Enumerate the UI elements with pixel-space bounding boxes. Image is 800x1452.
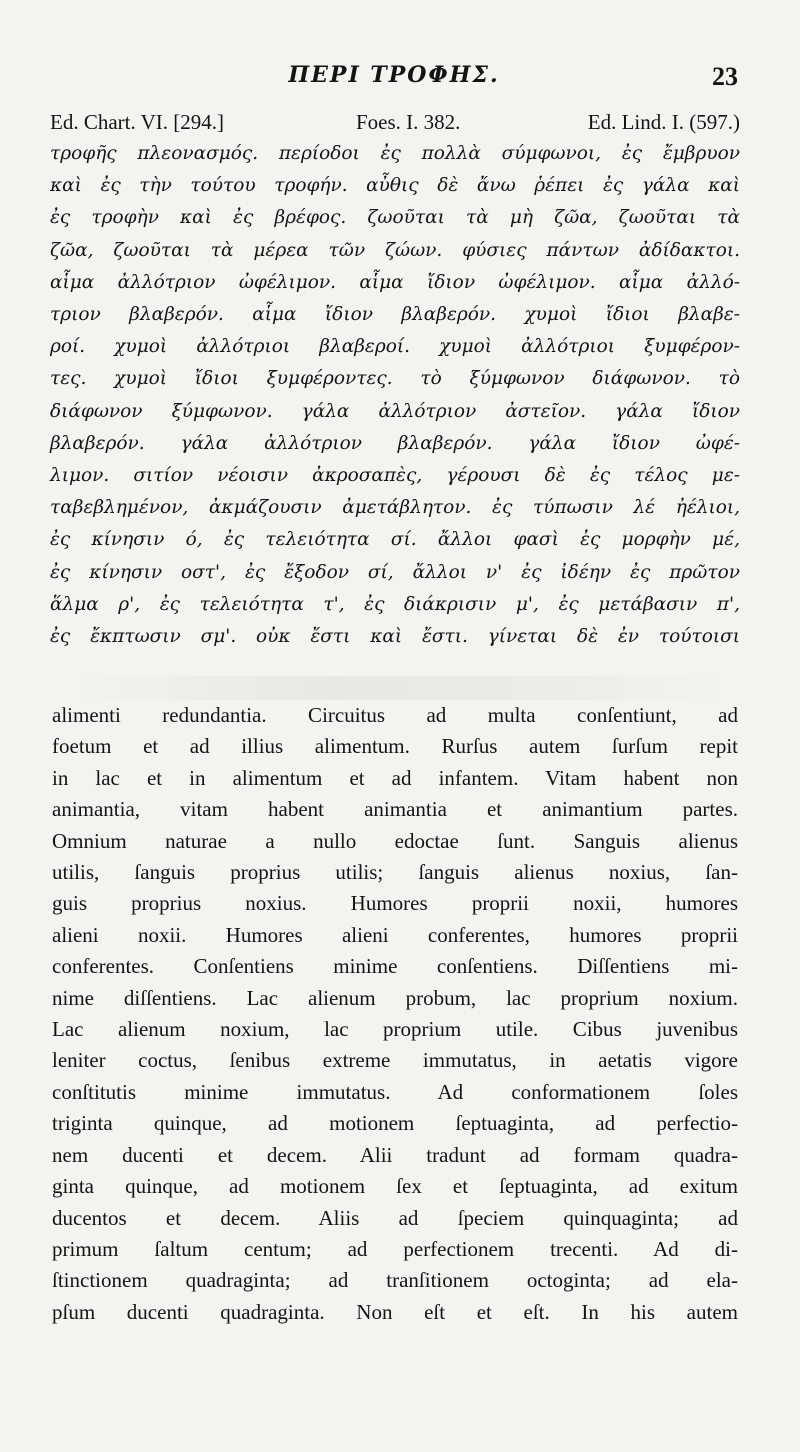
edition-foes-ref: Foes. I. 382. bbox=[356, 110, 461, 134]
latin-text-line: pſum ducenti quadraginta. Non eſt et eſt. In his autem bbox=[52, 1299, 738, 1324]
latin-text-line: guis proprius noxius. Humores proprii noxii, humores bbox=[52, 891, 738, 916]
latin-text bbox=[52, 700, 738, 1328]
greek-text-line: βλαβερόν. γάλα ἀλλότριον βλαβερόν. γάλα ἴδιον ὠφέ- bbox=[50, 432, 740, 454]
latin-text-line: nem ducenti et decem. Alii tradunt ad formam quadra- bbox=[52, 1142, 738, 1167]
edition-lind-ref: Ed. Lind. I. (597.) bbox=[587, 110, 740, 134]
latin-text-line: leniter coctus, ſenibus extreme immutatus, in aetatis vigore bbox=[52, 1048, 738, 1073]
latin-text-line: conſtitutis minime immutatus. Ad conformationem ſoles bbox=[52, 1079, 738, 1104]
latin-text-line: Omnium naturae a nullo edoctae ſunt. Sanguis alienus bbox=[52, 828, 738, 853]
latin-text-line: ducentos et decem. Aliis ad ſpeciem quinquaginta; ad bbox=[52, 1205, 738, 1230]
latin-text-line: primum ſaltum centum; ad perfectionem trecenti. Ad di- bbox=[52, 1236, 738, 1261]
running-title: ΠΕΡΙ ΤΡΟΦΗΣ. bbox=[288, 62, 500, 88]
latin-text-line: triginta quinque, ad motionem ſeptuaginta, ad perfectio- bbox=[52, 1111, 738, 1136]
latin-text-line: alimenti redundantia. Circuitus ad multa conſentiunt, ad bbox=[52, 703, 738, 727]
greek-text-line: διάφωνον ξύμφωνον. γάλα ἀλλότριον ἀστεῖον. γάλα ἴδιον bbox=[50, 400, 740, 422]
latin-text-line: utilis, ſanguis proprius utilis; ſanguis alienus noxius, ſan- bbox=[52, 860, 738, 885]
page-number: 23 bbox=[712, 62, 738, 91]
edition-references bbox=[50, 110, 740, 138]
greek-text-line: ροί. χυμοὶ ἀλλότριοι βλαβεροί. χυμοὶ ἀλλότριοι ξυμφέρον- bbox=[50, 336, 740, 358]
latin-text-line: nime diſſentiens. Lac alienum probum, lac proprium noxium. bbox=[52, 985, 738, 1010]
greek-text-line: ἐς κίνησιν οστ', ἐς ἔξοδον σί, ἄλλοι ν' ἐς ἰδέην ἐς πρῶτον bbox=[50, 561, 740, 583]
latin-text-line: foetum et ad illius alimentum. Rurſus autem ſurſum repit bbox=[52, 734, 738, 759]
greek-text-line: τριον βλαβερόν. αἷμα ἴδιον βλαβερόν. χυμοὶ ἴδιοι βλαβε- bbox=[50, 304, 740, 326]
bleed-through-mark bbox=[70, 676, 730, 700]
greek-text-line: καὶ ἐς τὴν τούτου τροφήν. αὖθις δὲ ἄνω ῥέπει ἐς γάλα καὶ bbox=[50, 175, 740, 197]
latin-text-line: ginta quinque, ad motionem ſex et ſeptuaginta, ad exitum bbox=[52, 1174, 738, 1199]
greek-text-line: αἷμα ἀλλότριον ὠφέλιμον. αἷμα ἴδιον ὠφέλιμον. αἷμα ἀλλό- bbox=[50, 271, 740, 293]
latin-text-line: Lac alienum noxium, lac proprium utile. Cibus juvenibus bbox=[52, 1017, 738, 1042]
latin-text-line: animantia, vitam habent animantia et animantium partes. bbox=[52, 797, 738, 822]
greek-text-line: ζῶα, ζωοῦται τὰ μέρεα τῶν ζώων. φύσιες πάντων ἀδίδακτοι. bbox=[50, 239, 740, 261]
greek-text-line: λιμον. σιτίον νέοισιν ἀκροσαπὲς, γέρουσι δὲ ἐς τέλος με- bbox=[50, 465, 740, 487]
page-header bbox=[50, 62, 738, 98]
greek-text-line: ἅλμα ρ', ἐς τελειότητα τ', ἐς διάκρισιν μ', ἐς μετάβασιν π', bbox=[50, 593, 740, 615]
latin-text-line: alieni noxii. Humores alieni conferentes, humores proprii bbox=[52, 922, 738, 947]
greek-text-line: ἐς κίνησιν ό, ἐς τελειότητα σί. ἄλλοι φασὶ ἐς μορφὴν μέ, bbox=[50, 529, 740, 551]
edition-chart-ref: Ed. Chart. VI. [294.] bbox=[50, 110, 224, 134]
latin-text-line: ſtinctionem quadraginta; ad tranſitionem octoginta; ad ela- bbox=[52, 1268, 738, 1293]
greek-text bbox=[50, 138, 740, 653]
latin-text-line: in lac et in alimentum et ad infantem. Vitam habent non bbox=[52, 765, 738, 790]
greek-text-line: τες. χυμοὶ ἴδιοι ξυμφέροντες. τὸ ξύμφωνον διάφωνον. τὸ bbox=[50, 368, 740, 390]
greek-text-line: ταβεβλημένον, ἀκμάζουσιν ἀμετάβλητον. ἐς τύπωσιν λέ ἠέλιοι, bbox=[50, 497, 740, 519]
greek-text-line: ἐς ἔκπτωσιν σμ'. οὐκ ἔστι καὶ ἔστι. γίνεται δὲ ἐν τούτοισι bbox=[50, 626, 740, 648]
greek-text-line: τροφῆς πλεονασμός. περίοδοι ἐς πολλὰ σύμφωνοι, ἐς ἔμβρυον bbox=[50, 143, 740, 164]
latin-text-line: conferentes. Conſentiens minime conſentiens. Diſſentiens mi- bbox=[52, 954, 738, 979]
greek-text-line: ἐς τροφὴν καὶ ἐς βρέφος. ζωοῦται τὰ μὴ ζῶα, ζωοῦται τὰ bbox=[50, 207, 740, 229]
